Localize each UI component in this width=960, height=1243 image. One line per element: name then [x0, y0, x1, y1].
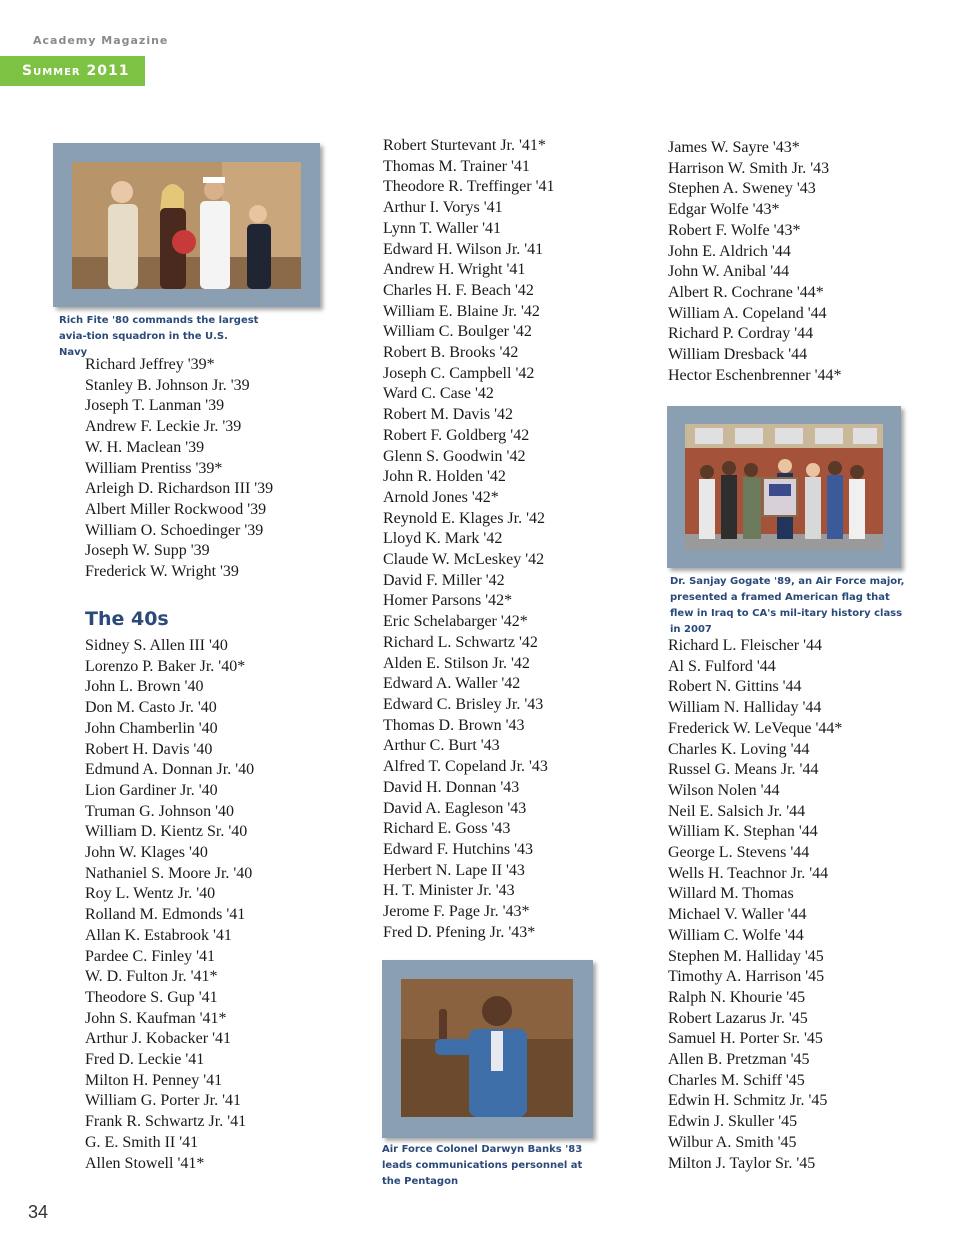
alumni-name: Ward C. Case '42	[383, 385, 494, 403]
alumni-name: Edgar Wolfe '43*	[668, 201, 780, 219]
photo1-caption: Rich Fite '80 commands the largest avia-tion squadron in the U.S. Navy	[59, 315, 259, 358]
alumni-name: Harrison W. Smith Jr. '43	[668, 159, 830, 177]
alumni-name: Andrew H. Wright '41	[383, 261, 526, 279]
alumni-name: Eric Schelabarger '42*	[383, 613, 528, 631]
alumni-name: Herbert N. Lape II '43	[383, 861, 525, 879]
alumni-name: Charles K. Loving '44	[668, 740, 810, 758]
family-photo-illustration	[72, 162, 301, 289]
alumni-name: Stephen A. Sweney '43	[668, 180, 816, 198]
alumni-name: Frederick W. Wright '39	[85, 563, 239, 581]
magazine-name: Academy Magazine	[33, 34, 169, 47]
photo2-caption: Air Force Colonel Darwyn Banks '83 leads communications personnel at the Pentagon	[382, 1144, 583, 1187]
alumni-name: John L. Brown '40	[85, 678, 204, 696]
alumni-name: Timothy A. Harrison '45	[668, 968, 825, 986]
alumni-name: Hector Eschenbrenner '44*	[668, 366, 842, 384]
alumni-name: Pardee C. Finley '41	[85, 947, 215, 965]
list-class-1944-1945	[668, 636, 842, 1174]
alumni-name: Lion Gardiner Jr. '40	[85, 781, 218, 799]
alumni-name: Al S. Fulford '44	[668, 657, 776, 675]
list-class-1941-1943	[383, 136, 554, 943]
alumni-name: William E. Blaine Jr. '42	[383, 302, 540, 320]
alumni-name: Roy L. Wentz Jr. '40	[85, 885, 216, 903]
alumni-name: W. D. Fulton Jr. '41*	[85, 968, 218, 986]
alumni-name: Theodore R. Treffinger '41	[383, 178, 555, 196]
alumni-name: William N. Halliday '44	[668, 699, 822, 717]
group-photo-illustration	[685, 424, 883, 550]
alumni-name: Willard M. Thomas	[668, 885, 794, 903]
alumni-name: Richard L. Schwartz '42	[383, 633, 538, 651]
alumni-name: William G. Porter Jr. '41	[85, 1092, 241, 1110]
alumni-name: William O. Schoedinger '39	[85, 521, 264, 539]
alumni-name: Richard Jeffrey '39*	[85, 356, 215, 373]
alumni-name: Russel G. Means Jr. '44	[668, 761, 819, 779]
photo-air-force-colonel	[382, 960, 593, 1138]
alumni-name: Fred D. Pfening Jr. '43*	[383, 923, 536, 941]
colonel-photo-illustration	[401, 979, 573, 1117]
alumni-name: Robert N. Gittins '44	[668, 678, 802, 696]
list-class-1939	[85, 355, 273, 583]
issue-banner: Summer 2011	[0, 56, 145, 86]
alumni-name: Albert R. Cochrane '44*	[668, 283, 824, 301]
alumni-name: Arleigh D. Richardson III '39	[85, 480, 274, 498]
alumni-name: William Prentiss '39*	[85, 459, 223, 477]
alumni-name: Nathaniel S. Moore Jr. '40	[85, 864, 253, 882]
alumni-name: William K. Stephan '44	[668, 823, 818, 841]
alumni-name: Neil E. Salsich Jr. '44	[668, 802, 806, 820]
alumni-name: Claude W. McLeskey '42	[383, 551, 545, 569]
alumni-name: Truman G. Johnson '40	[85, 802, 234, 820]
alumni-name: David F. Miller '42	[383, 571, 505, 589]
alumni-name: Richard E. Goss '43	[383, 820, 511, 838]
alumni-name: Glenn S. Goodwin '42	[383, 447, 526, 465]
alumni-name: James W. Sayre '43*	[668, 139, 800, 156]
alumni-name: Reynold E. Klages Jr. '42	[383, 509, 545, 527]
alumni-name: Albert Miller Rockwood '39	[85, 500, 267, 518]
alumni-name: Robert F. Wolfe '43*	[668, 221, 801, 239]
alumni-name: Edward C. Brisley Jr. '43	[383, 695, 544, 713]
list-class-1940-1941	[85, 636, 254, 1174]
alumni-name: Richard L. Fleischer '44	[668, 637, 822, 654]
alumni-name: Stanley B. Johnson Jr. '39	[85, 376, 250, 394]
alumni-name: Frank R. Schwartz Jr. '41	[85, 1113, 247, 1131]
photo-naval-commander	[53, 143, 320, 307]
alumni-name: John S. Kaufman '41*	[85, 1009, 227, 1027]
alumni-name: Edward H. Wilson Jr. '41	[383, 240, 544, 258]
page-number: 34	[28, 1202, 49, 1222]
alumni-name: George L. Stevens '44	[668, 844, 810, 862]
list-class-1943-1944	[668, 138, 841, 386]
alumni-name: G. E. Smith II '41	[85, 1133, 199, 1151]
alumni-name: Edwin H. Schmitz Jr. '45	[668, 1092, 828, 1110]
alumni-name: Robert Lazarus Jr. '45	[668, 1009, 808, 1027]
alumni-name: Homer Parsons '42*	[383, 592, 513, 610]
alumni-name: Theodore S. Gup '41	[85, 988, 218, 1006]
alumni-name: John Chamberlin '40	[85, 719, 218, 737]
alumni-name: John W. Klages '40	[85, 844, 208, 862]
alumni-name: William D. Kientz Sr. '40	[85, 823, 248, 841]
alumni-name: Rolland M. Edmonds '41	[85, 906, 246, 924]
alumni-name: John W. Anibal '44	[668, 263, 790, 281]
alumni-name: Stephen M. Halliday '45	[668, 947, 824, 965]
alumni-name: Fred D. Leckie '41	[85, 1051, 205, 1069]
alumni-name: William C. Boulger '42	[383, 323, 532, 341]
alumni-name: Joseph W. Supp '39	[85, 542, 210, 560]
alumni-name: Andrew F. Leckie Jr. '39	[85, 418, 242, 436]
alumni-name: Arthur I. Vorys '41	[383, 199, 503, 217]
alumni-name: Don M. Casto Jr. '40	[85, 699, 217, 717]
alumni-name: Joseph T. Lanman '39	[85, 397, 225, 415]
alumni-name: Thomas D. Brown '43	[383, 716, 525, 734]
alumni-name: Charles M. Schiff '45	[668, 1071, 805, 1089]
alumni-name: Ralph N. Khourie '45	[668, 988, 806, 1006]
alumni-name: Milton H. Penney '41	[85, 1071, 223, 1089]
alumni-name: William Dresback '44	[668, 346, 808, 364]
alumni-name: Richard P. Cordray '44	[668, 325, 814, 343]
alumni-name: Alden E. Stilson Jr. '42	[383, 654, 530, 672]
alumni-name: Edmund A. Donnan Jr. '40	[85, 761, 255, 779]
alumni-name: Wilbur A. Smith '45	[668, 1133, 797, 1151]
section-heading: The 40s	[85, 608, 169, 630]
alumni-name: Arthur C. Burt '43	[383, 737, 500, 755]
alumni-name: Robert B. Brooks '42	[383, 344, 519, 362]
alumni-name: Robert H. Davis '40	[85, 740, 213, 758]
alumni-name: Lynn T. Waller '41	[383, 219, 502, 237]
alumni-name: Frederick W. LeVeque '44*	[668, 719, 843, 737]
alumni-name: Robert M. Davis '42	[383, 406, 513, 424]
alumni-name: W. H. Maclean '39	[85, 438, 205, 456]
alumni-name: David A. Eagleson '43	[383, 799, 527, 817]
alumni-name: John R. Holden '42	[383, 468, 506, 486]
alumni-name: Robert F. Goldberg '42	[383, 426, 530, 444]
alumni-name: Joseph C. Campbell '42	[383, 364, 535, 382]
photo-flag-presentation	[667, 406, 901, 568]
alumni-name: Michael V. Waller '44	[668, 906, 807, 924]
alumni-name: William C. Wolfe '44	[668, 926, 804, 944]
alumni-name: Lloyd K. Mark '42	[383, 530, 503, 548]
alumni-name: Edward A. Waller '42	[383, 675, 521, 693]
alumni-name: John E. Aldrich '44	[668, 242, 791, 260]
alumni-name: Allan K. Estabrook '41	[85, 926, 232, 944]
alumni-name: Milton J. Taylor Sr. '45	[668, 1154, 816, 1172]
alumni-name: Thomas M. Trainer '41	[383, 157, 530, 175]
alumni-name: David H. Donnan '43	[383, 778, 520, 796]
alumni-name: Edwin J. Skuller '45	[668, 1113, 798, 1131]
photo3-caption: Dr. Sanjay Gogate '89, an Air Force major, presented a framed American flag that flew in Iraq to CA's mil-itary history class in 2007	[670, 576, 905, 635]
alumni-name: Allen B. Pretzman '45	[668, 1051, 810, 1069]
alumni-name: Charles H. F. Beach '42	[383, 281, 534, 299]
alumni-name: Wells H. Teachnor Jr. '44	[668, 864, 829, 882]
alumni-name: Robert Sturtevant Jr. '41*	[383, 137, 546, 154]
alumni-name: Sidney S. Allen III '40	[85, 637, 228, 654]
alumni-name: Arthur J. Kobacker '41	[85, 1030, 231, 1048]
alumni-name: Alfred T. Copeland Jr. '43	[383, 758, 548, 776]
alumni-name: Lorenzo P. Baker Jr. '40*	[85, 657, 246, 675]
alumni-name: Arnold Jones '42*	[383, 488, 499, 506]
alumni-name: Allen Stowell '41*	[85, 1154, 205, 1172]
alumni-name: H. T. Minister Jr. '43	[383, 882, 515, 900]
alumni-name: Jerome F. Page Jr. '43*	[383, 903, 530, 921]
alumni-name: Wilson Nolen '44	[668, 781, 780, 799]
alumni-name: Samuel H. Porter Sr. '45	[668, 1030, 823, 1048]
alumni-name: William A. Copeland '44	[668, 304, 827, 322]
alumni-name: Edward F. Hutchins '43	[383, 840, 534, 858]
